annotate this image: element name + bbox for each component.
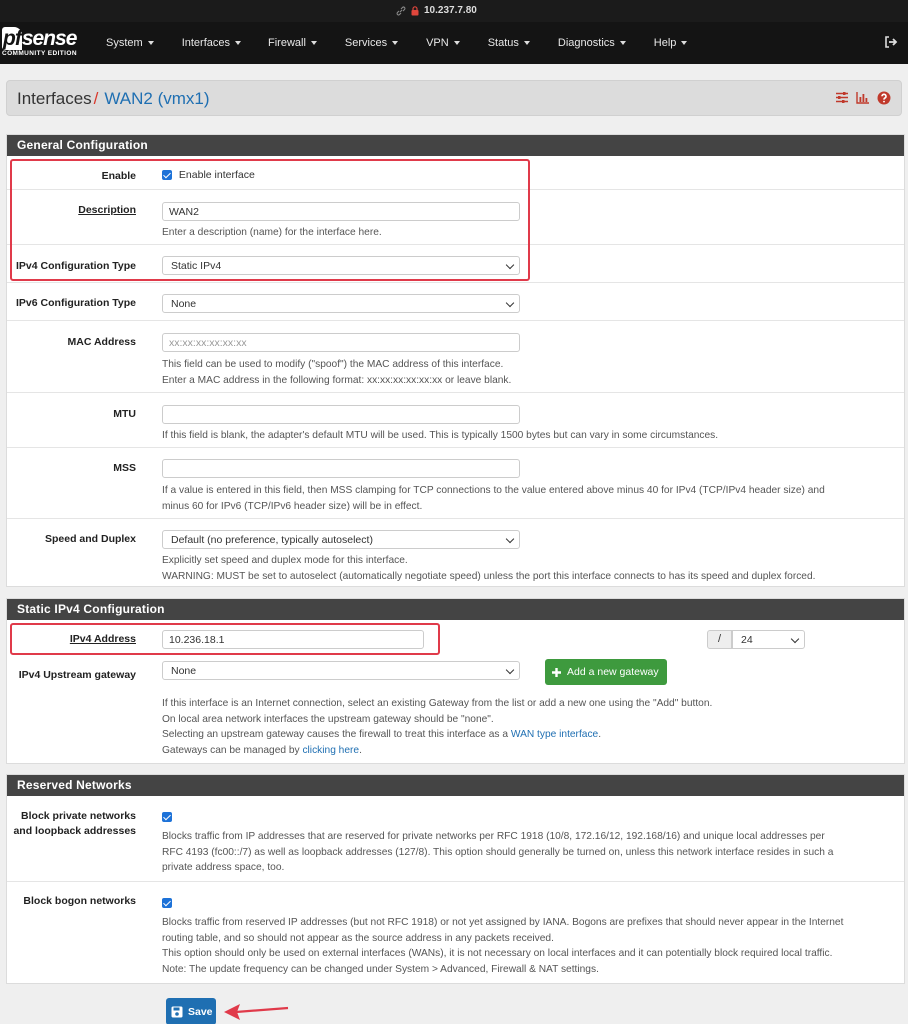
reserved-networks-panel xyxy=(6,774,905,984)
logout-icon[interactable] xyxy=(884,35,898,49)
row-upstream-gateway xyxy=(7,657,904,765)
menu-diagnostics[interactable]: Diagnostics xyxy=(540,22,636,64)
upstream-gateway-select[interactable]: None xyxy=(162,661,520,680)
mss-help: If a value is entered in this field, then MSS clamping for TCP connections to the value entered above minus 40 for IPv4 (TCP/IPv4 header size) and minus 60 for IPv6 (TCP/IPv6 header size) will be in effect. xyxy=(162,485,825,512)
caret-down-icon xyxy=(392,41,398,45)
caret-down-icon xyxy=(681,41,687,45)
menu-interfaces[interactable]: Interfaces xyxy=(164,22,251,64)
caret-down-icon xyxy=(148,41,154,45)
description-help: Enter a description (name) for the interface here. xyxy=(162,227,382,238)
menu-vpn[interactable]: VPN xyxy=(408,22,470,64)
lock-icon xyxy=(411,6,419,16)
menu-status[interactable]: Status xyxy=(470,22,540,64)
ipv6-type-select[interactable]: None xyxy=(162,294,520,313)
link-icon xyxy=(396,6,406,16)
breadcrumb-separator: / xyxy=(93,89,99,108)
block-private-checkbox[interactable] xyxy=(162,812,172,822)
browser-address-bar xyxy=(0,0,908,22)
ipv6-type-label: IPv6 Configuration Type xyxy=(16,297,136,309)
add-gateway-button[interactable]: Add a new gateway xyxy=(545,659,667,685)
menu-system[interactable]: System xyxy=(96,22,164,64)
arrow-annotation-icon xyxy=(222,1000,290,1022)
ipv4-type-label: IPv4 Configuration Type xyxy=(16,260,136,272)
wan-type-interface-link[interactable]: WAN type interface xyxy=(510,729,599,740)
mac-address-label: MAC Address xyxy=(67,336,136,348)
upstream-gateway-label: IPv4 Upstream gateway xyxy=(18,669,136,681)
page-header xyxy=(6,80,902,116)
bar-chart-icon[interactable] xyxy=(856,91,870,104)
block-private-label: Block private networks and loopback addresses xyxy=(13,810,136,837)
chevron-down-icon xyxy=(791,635,799,643)
sliders-icon[interactable] xyxy=(835,91,849,104)
highlight-box-ipv4-address xyxy=(10,623,440,655)
breadcrumb-current[interactable]: WAN2 (vmx1) xyxy=(104,89,210,108)
breadcrumb xyxy=(17,89,210,109)
row-block-private xyxy=(7,797,904,882)
block-bogon-help: Blocks traffic from reserved IP addresses (but not RFC 1918) or not yet assigned by IANA. Bogons are prefixes that should never appear in the Internet routing table, and so should not appear as the source address in any packets received. This option should only be used on external interfaces (WANs), it is not necessary on local interfaces and it can potentially block required local traffic. Note: The update frequency can be changed under System > Advanced, Firewall & NAT settings. xyxy=(162,917,844,975)
speed-duplex-label: Speed and Duplex xyxy=(44,533,136,545)
description-label: Description xyxy=(78,204,136,216)
row-speed-duplex xyxy=(7,519,904,588)
mac-address-help: This field can be used to modify ("spoof") the MAC address of this interface. Enter a MAC address in the following format: xx:xx:xx:xx:xx:xx or leave blank. xyxy=(162,359,512,386)
cidr-slash: / xyxy=(707,630,732,649)
highlight-box-general xyxy=(10,159,530,281)
caret-down-icon xyxy=(524,41,530,45)
caret-down-icon xyxy=(454,41,460,45)
panel-title: Static IPv4 Configuration xyxy=(7,599,904,620)
enable-checkbox-label[interactable]: Enable interface xyxy=(178,169,255,182)
panel-title: General Configuration xyxy=(7,135,904,156)
pfsense-logo[interactable]: pfsense COMMUNITY EDITION xyxy=(2,27,77,57)
caret-down-icon xyxy=(620,41,626,45)
clicking-here-link[interactable]: clicking here xyxy=(302,744,360,756)
upstream-gateway-help: If this interface is an Internet connection, select an existing Gateway from the list or add a new one using the "Add" button. On local area network interfaces the upstream gateway should be "none". Selecting an upstream gateway causes the firewall to treat this interface as a WAN type interface. Gateways can be managed by clicking here. xyxy=(162,698,713,756)
mss-input[interactable] xyxy=(162,459,520,478)
row-mtu xyxy=(7,393,904,448)
enable-label: Enable xyxy=(101,170,136,182)
ipv4-address-label: IPv4 Address xyxy=(69,633,136,645)
breadcrumb-root[interactable]: Interfaces xyxy=(17,89,92,108)
row-mac-address xyxy=(7,321,904,393)
url-text[interactable]: 10.237.7.80 xyxy=(424,5,477,16)
mtu-label: MTU xyxy=(113,408,136,420)
menu-help[interactable]: Help xyxy=(636,22,698,64)
chevron-down-icon xyxy=(506,299,514,307)
chevron-down-icon xyxy=(506,666,514,674)
speed-duplex-select[interactable]: Default (no preference, typically autoselect) xyxy=(162,530,520,549)
main-menu xyxy=(96,22,697,64)
mac-address-input[interactable] xyxy=(162,333,520,352)
question-circle-icon[interactable] xyxy=(877,91,891,105)
speed-duplex-help: Explicitly set speed and duplex mode for this interface. WARNING: MUST be set to autoselect (automatically negotiate speed) unless the port this interface connects to has its speed and duplex forced. xyxy=(162,555,816,582)
plus-icon xyxy=(551,667,562,678)
row-mss xyxy=(7,448,904,519)
row-block-bogon xyxy=(7,882,904,985)
mss-label: MSS xyxy=(113,462,136,474)
floppy-disk-icon xyxy=(171,1006,183,1018)
panel-title: Reserved Networks xyxy=(7,775,904,796)
mtu-input[interactable] xyxy=(162,405,520,424)
block-bogon-label: Block bogon networks xyxy=(23,895,136,907)
block-bogon-checkbox[interactable] xyxy=(162,898,172,908)
top-navbar xyxy=(0,22,908,64)
caret-down-icon xyxy=(235,41,241,45)
cidr-prefix-select[interactable]: 24 xyxy=(732,630,805,649)
caret-down-icon xyxy=(311,41,317,45)
menu-services[interactable]: Services xyxy=(327,22,408,64)
row-ipv6-type xyxy=(7,283,904,321)
block-private-help: Blocks traffic from IP addresses that are reserved for private networks per RFC 1918 (10/8, 172.16/12, 192.168/16) and unique local addresses per RFC 4193 (fc00::/7) as well as loopback addresses (127/8). This option should generally be turned on, unless this network interface resides in such a private address space, too. xyxy=(162,831,834,873)
chevron-down-icon xyxy=(506,535,514,543)
menu-firewall[interactable]: Firewall xyxy=(251,22,327,64)
ipv4-type-select[interactable]: Static IPv4 xyxy=(162,256,520,275)
save-button[interactable]: Save xyxy=(166,998,216,1024)
mtu-help: If this field is blank, the adapter's default MTU will be used. This is typically 1500 bytes but can vary in some circumstances. xyxy=(162,430,719,441)
